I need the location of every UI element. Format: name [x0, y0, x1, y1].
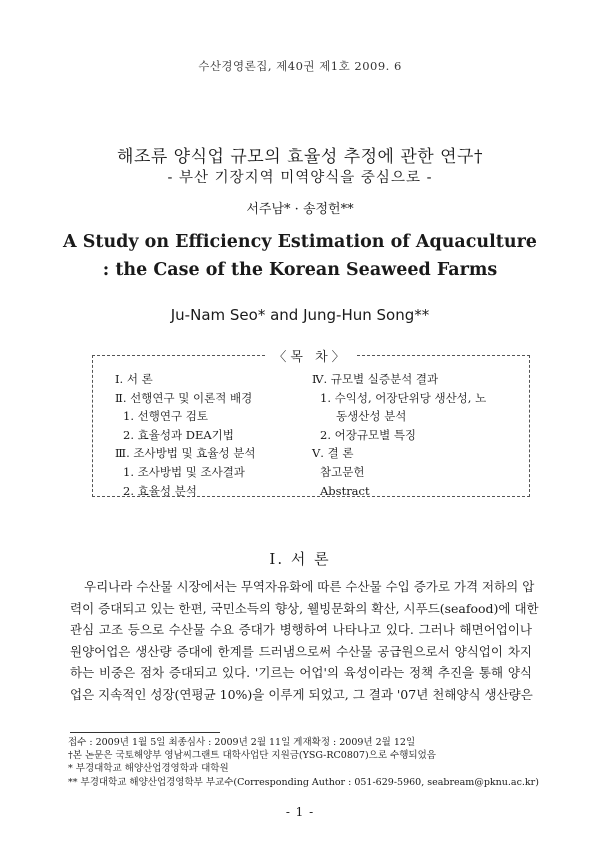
toc-item: 1. 조사방법 및 조사결과 — [123, 464, 245, 479]
section-heading: Ⅰ. 서 론 — [269, 550, 331, 568]
korean-subtitle: - 부산 기장지역 미역양식을 중심으로 - — [167, 170, 433, 186]
korean-authors: 서주남* · 송정헌** — [246, 202, 354, 217]
body-line: 원양어업은 생산량 증대에 한계를 드러냄으로써 수산물 공급원으로서 양식업이 차지 — [70, 643, 532, 659]
body-line: 관심 고조 등으로 수산물 수요 증대가 병행하여 나타나고 있다. 그러나 해면어업이나 — [70, 622, 532, 637]
toc-item: Ⅲ. 조사방법 및 효율성 분석 — [115, 446, 256, 461]
body-line: 업은 지속적인 성장(연평균 10%)을 이루게 되었고, 그 결과 '07년 천해양식 생산량은 — [70, 686, 533, 702]
footnotes — [68, 736, 539, 789]
toc-item: 동생산성 분석 — [336, 409, 407, 424]
body-paragraph — [70, 576, 539, 705]
toc-item: Ⅴ. 결 론 — [312, 446, 354, 461]
footnote-funding: †본 논문은 국토해양부 영남씨그랜트 대학사업단 지원금(YSG-RC0807)으로 수행되었음 — [68, 750, 436, 762]
body-line: 우리나라 수산물 시장에서는 무역자유화에 따른 수산물 수입 증가로 가격 저하의 압 — [84, 579, 535, 594]
footnote-author1: * 부경대학교 해양산업경영학과 대학원 — [68, 763, 229, 775]
page-number: - 1 - — [285, 805, 315, 819]
toc-item: Abstract — [320, 483, 370, 498]
body-line: 력이 증대되고 있는 한편, 국민소득의 향상, 웰빙문화의 확산, 시푸드(seafood)에 대한 — [70, 600, 539, 616]
korean-title: 해조류 양식업 규모의 효율성 추정에 관한 연구† — [117, 147, 483, 167]
toc-item: 참고문헌 — [320, 464, 365, 479]
english-authors: Ju-Nam Seo* and Jung-Hun Song** — [170, 306, 430, 324]
toc-item: 2. 어장규모별 특징 — [320, 427, 417, 442]
english-title-line1: A Study on Efficiency Estimation of Aquaculture — [63, 232, 537, 252]
footnote-dates: 접수 : 2009년 1월 5일 최종심사 : 2009년 2월 11일 게재확정 : 2009년 2월 12일 — [68, 737, 416, 748]
toc-item: 1. 선행연구 검토 — [123, 409, 208, 424]
english-title-line2: : the Case of the Korean Seaweed Farms — [102, 260, 498, 280]
footnote-divider — [70, 732, 220, 733]
toc-left-column — [115, 370, 255, 500]
toc-heading: 〈목 차〉 — [267, 350, 354, 365]
footnote-author2: ** 부경대학교 해양산업경영학부 부교수(Corresponding Author : 051-629-5960, seabream@pknu.ac.kr) — [68, 776, 539, 788]
toc-item: 2. 효율성 분석 — [123, 483, 197, 498]
toc-item: Ⅳ. 규모별 실증분석 결과 — [312, 372, 439, 386]
toc-item: Ⅱ. 선행연구 및 이론적 배경 — [115, 390, 253, 405]
journal-header: 수산경영론집, 제40권 제1호 2009. 6 — [198, 59, 402, 73]
body-line: 하는 비중은 점차 증대되고 있다. '기르는 어업'의 육성이라는 정책 추진을 통해 양식 — [70, 665, 532, 680]
toc-item: 2. 효율성과 DEA기법 — [123, 427, 234, 442]
toc-item: 1. 수익성, 어장단위당 생산성, 노 — [320, 390, 487, 405]
toc-right-column — [312, 370, 486, 500]
table-of-contents — [92, 350, 530, 498]
toc-item: Ⅰ. 서 론 — [115, 372, 153, 386]
